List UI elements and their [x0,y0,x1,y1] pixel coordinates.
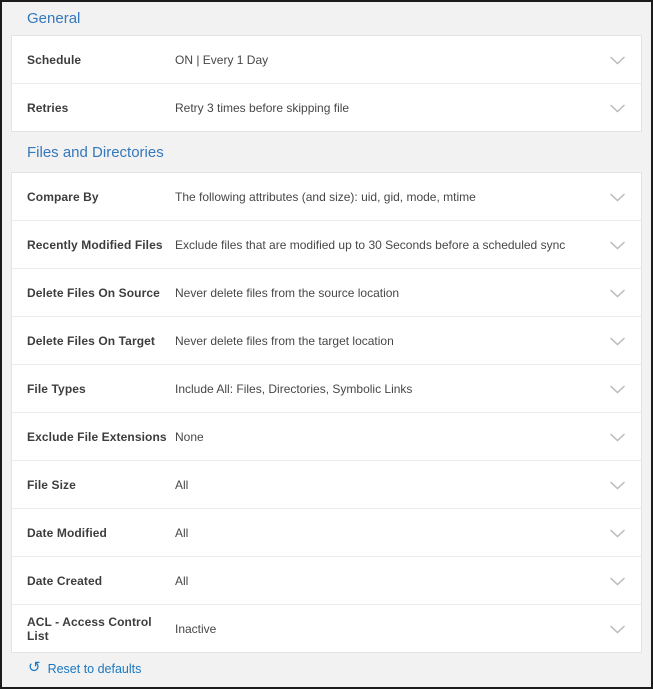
setting-row-file-size[interactable] [12,461,641,509]
reset-to-defaults-label: Reset to defaults [47,661,142,676]
section-title-general: General [27,10,81,27]
setting-value: Inactive [175,621,217,636]
setting-label: ACL - Access Control List [27,614,152,643]
setting-value: Never delete files from the source location [175,285,400,300]
setting-row-recently-modified-files[interactable] [12,221,641,269]
chevron-down-icon [609,54,626,65]
chevron-down-icon [609,191,626,202]
setting-label: Date Created [27,573,103,588]
chevron-down-icon [609,239,626,250]
setting-label: Schedule [27,52,82,67]
group-general [11,35,642,132]
settings-content [2,2,651,684]
footer-bar [11,653,642,684]
setting-row-exclude-file-extensions[interactable] [12,413,641,461]
reset-to-defaults-button[interactable] [28,658,142,676]
setting-value: Never delete files from the target location [175,333,394,348]
setting-value: The following attributes (and size): uid, gid, mode, mtime [175,189,476,204]
group-files-and-directories [11,172,642,653]
setting-value: Include All: Files, Directories, Symbolic Links [175,381,413,396]
chevron-down-icon [609,623,626,634]
setting-value: All [175,477,189,492]
setting-label: Compare By [27,189,99,204]
setting-row-retries[interactable] [12,84,641,131]
setting-row-delete-files-on-target[interactable] [12,317,641,365]
setting-value: ON | Every 1 Day [175,52,269,67]
setting-value: None [175,429,204,444]
reset-arrow-icon: ↺ [28,658,41,676]
setting-label: File Types [27,381,86,396]
chevron-down-icon [609,527,626,538]
setting-label: Delete Files On Target [27,333,156,348]
chevron-down-icon [609,335,626,346]
setting-value: Retry 3 times before skipping file [175,100,350,115]
setting-label: File Size [27,477,76,492]
setting-value: All [175,525,189,540]
setting-label: Retries [27,100,69,115]
setting-row-date-created[interactable] [12,557,641,605]
chevron-down-icon [609,479,626,490]
chevron-down-icon [609,431,626,442]
chevron-down-icon [609,102,626,113]
setting-row-compare-by[interactable] [12,173,641,221]
setting-value: All [175,573,189,588]
setting-value: Exclude files that are modified up to 30 Seconds before a scheduled sync [175,237,566,252]
section-title-files-and-directories: Files and Directories [27,143,164,161]
setting-label: Delete Files On Source [27,285,160,300]
setting-row-acl-access-control-list[interactable] [12,605,641,652]
chevron-down-icon [609,383,626,394]
setting-row-date-modified[interactable] [12,509,641,557]
setting-row-delete-files-on-source[interactable] [12,269,641,317]
setting-row-file-types[interactable] [12,365,641,413]
setting-label: Exclude File Extensions [27,429,167,444]
setting-row-schedule[interactable] [12,36,641,84]
chevron-down-icon [609,575,626,586]
setting-label: Recently Modified Files [27,237,163,252]
setting-label: Date Modified [27,525,107,540]
chevron-down-icon [609,287,626,298]
